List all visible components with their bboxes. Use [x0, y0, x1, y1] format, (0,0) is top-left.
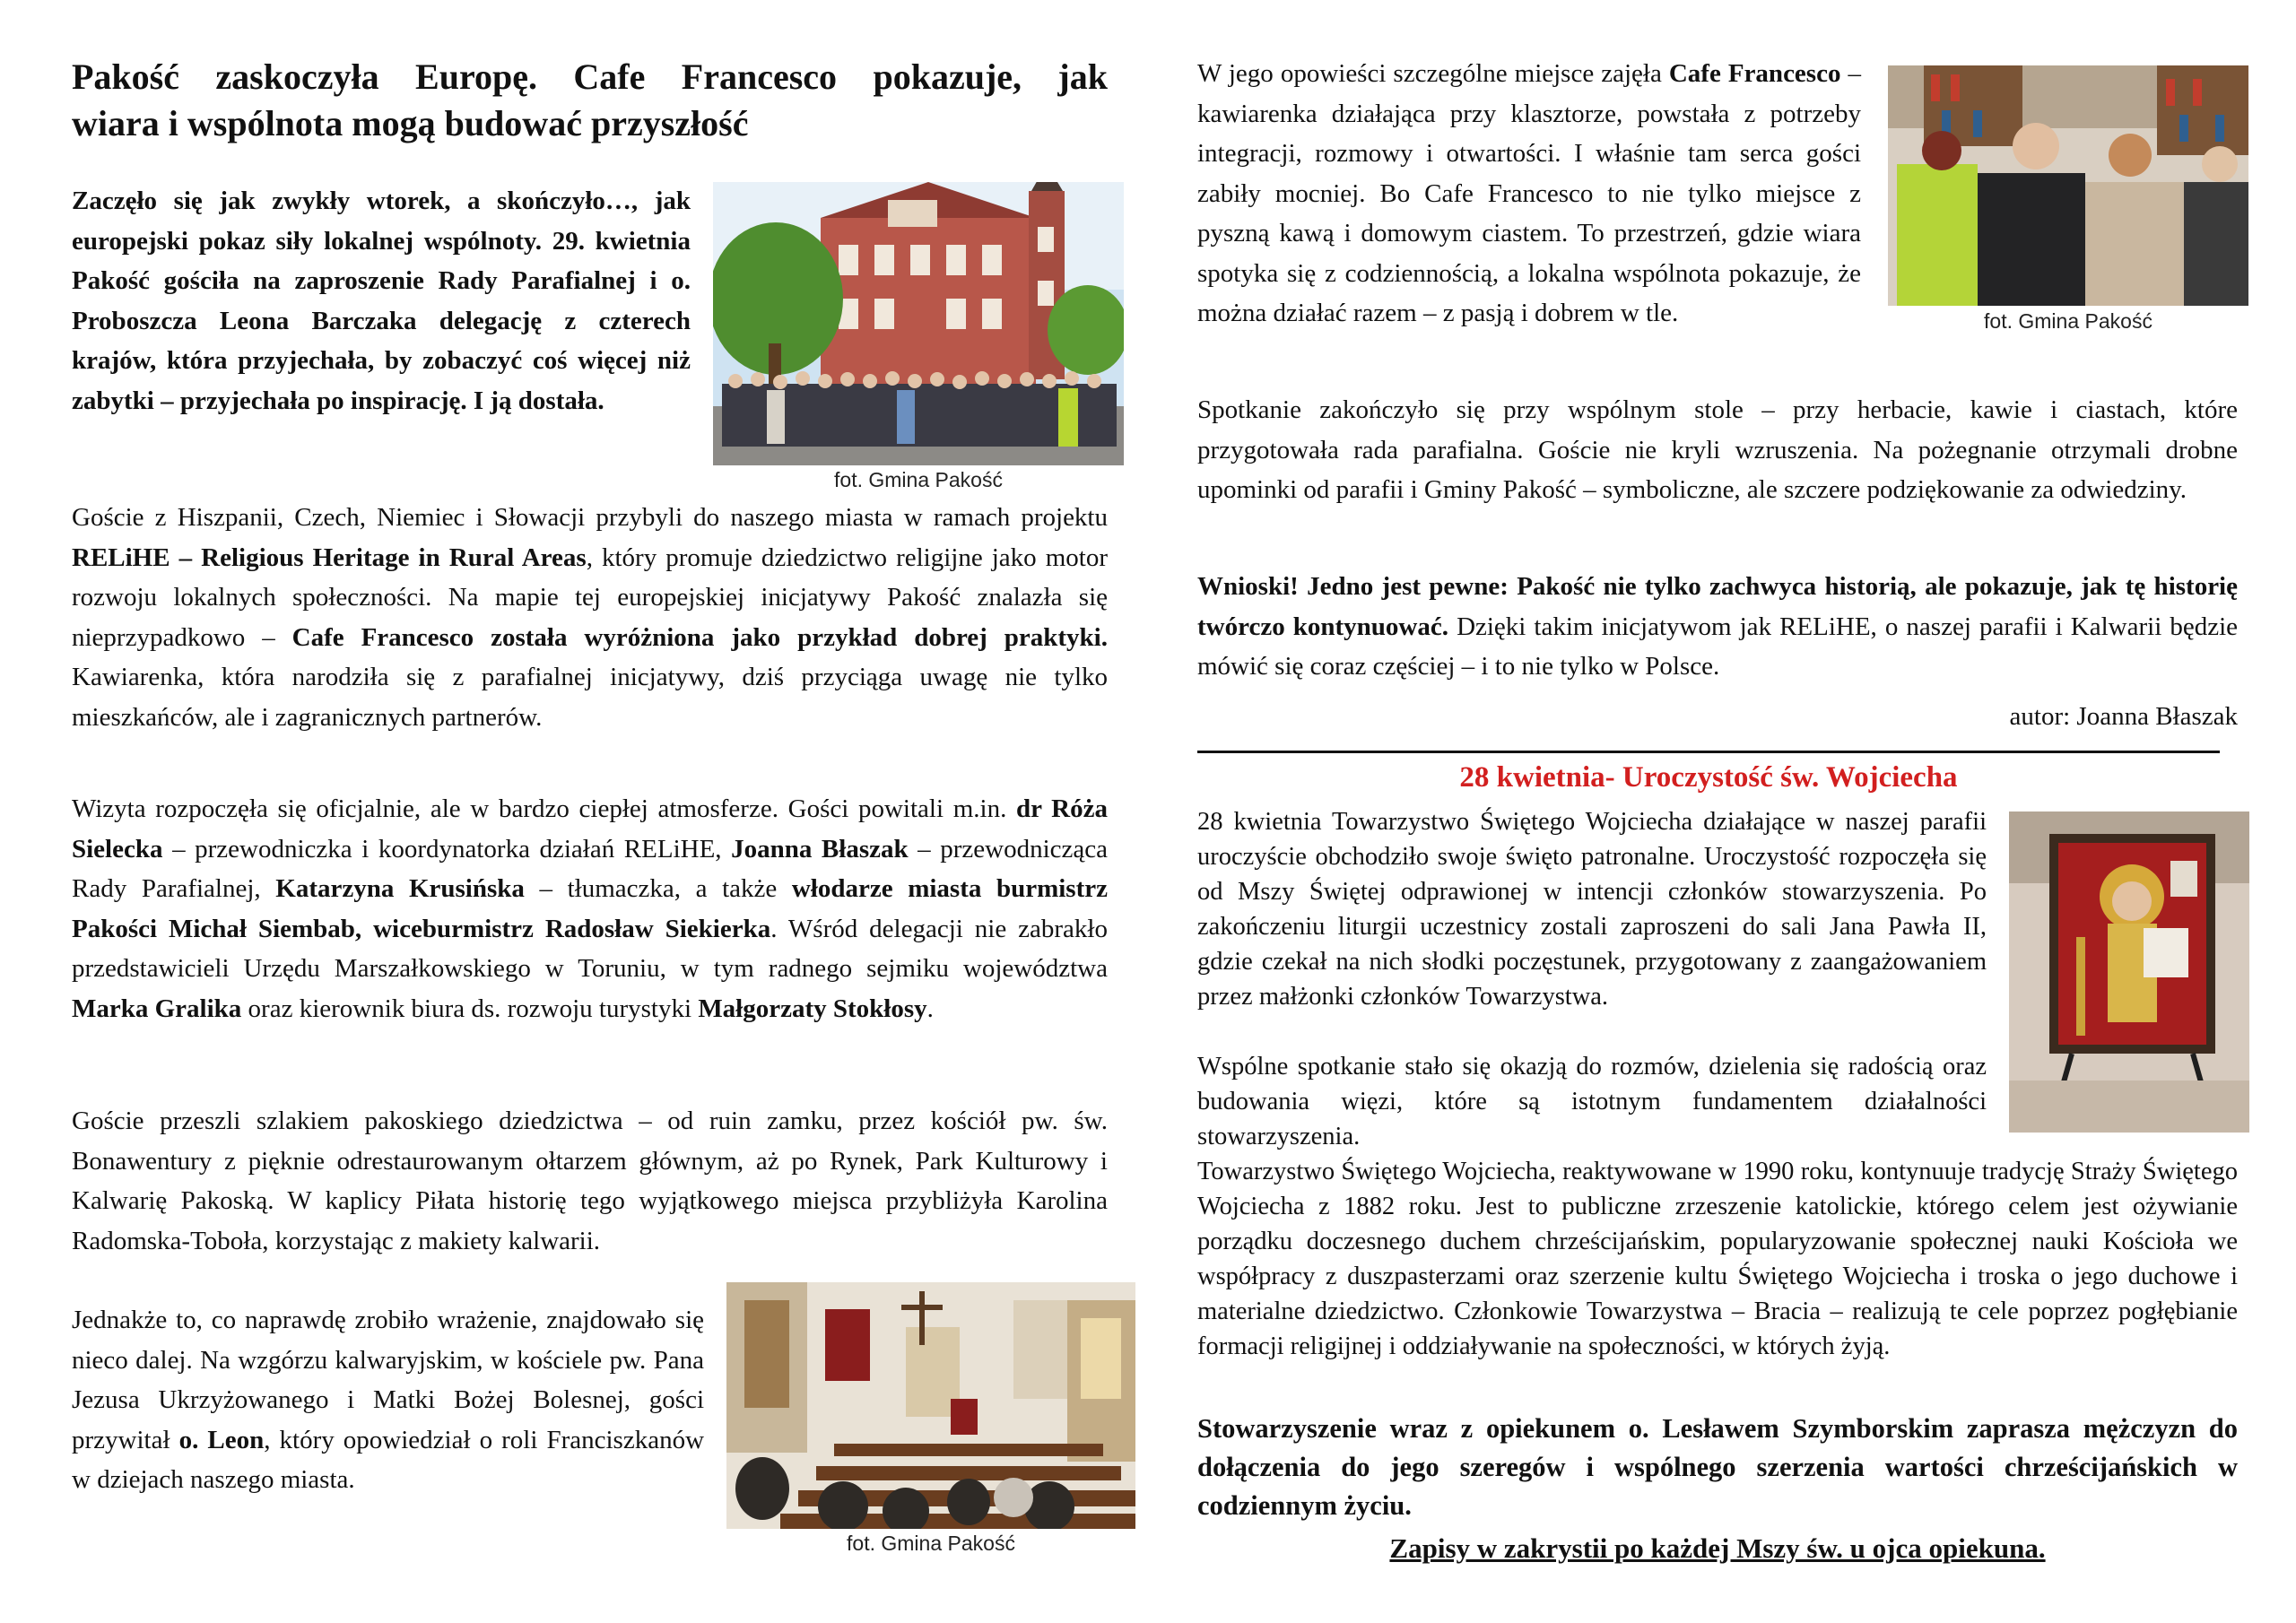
cafe-francesco-image — [1888, 65, 2248, 306]
article-title-line-1: Pakość zaskoczyła Europę. Cafe Francesco pokazuje, jak — [72, 56, 1108, 97]
church-interior-image — [726, 1282, 1135, 1529]
article-title — [72, 54, 1108, 147]
photo1-caption: fot. Gmina Pakość — [834, 468, 1003, 491]
paragraph-conclusions: Wnioski! Jedno jest pewne: Pakość nie tylko zachwyca historią, ale pokazuje, jak tę historię twórczo kontynuować. Dzięki takim inicjatywom jak RELiHE, o naszej parafii i Kalwarii będzie mówić się coraz częściej – i to nie tylko w Polsce. — [1197, 572, 2238, 681]
paragraph-community-meeting: Wspólne spotkanie stało się okazją do rozmów, dzielenia się radością oraz budowania więzi, które są istotnym fundamentem działalności stowarzyszenia. — [1197, 1053, 1987, 1150]
paragraph-calvary-church: Jednakże to, co naprawdę zrobiło wrażenie, znajdowało się nieco dalej. Na wzgórzu kalwaryjskim, w kościele pw. Pana Jezusa Ukrzyżowanego i Matki Bożej Bolesnej, gości przywitał o. Leon, który opowiedział o roli Franciszkanów w dziejach naszego miasta. — [72, 1306, 705, 1494]
st-adalbert-icon-image — [2009, 812, 2249, 1133]
invitation-paragraph: Stowarzyszenie wraz z opiekunem o. Lesławem Szymborskim zaprasza mężczyzn do dołączenia do jego szeregów i wspólnego szerzenia wartości chrześcijańskich w codziennym życiu. — [1197, 1413, 2238, 1521]
town-hall-group-image — [713, 182, 1124, 465]
photo-town-hall-group — [713, 182, 1124, 465]
photo3-caption: fot. Gmina Pakość — [1984, 309, 2152, 333]
photo-church-interior — [726, 1282, 1135, 1529]
paragraph-heritage-trail: Goście przeszli szlakiem pakoskiego dziedzictwa – od ruin zamku, przez kościół pw. św. Bonawentury z pięknie odrestaurowanym ołtarzem głównym, aż po Rynek, Park Kulturowy i Kalwarię Pakoską. W kaplicy Piłata historię tego wyjątkowego miejsca przybliżyła Karolina Radomska-Toboła, korzystając z makiety kalwarii. — [72, 1107, 1108, 1255]
paragraph-farewell: Spotkanie zakończyło się przy wspólnym stole – przy herbacie, kawie i ciastach, które przygotowała rada parafialna. Goście nie kryli wzruszenia. Na pożegnanie otrzymali drobne upominki od parafii i Gminy Pakość – symboliczne, ale szczere podziękowanie za odwiedziny. — [1197, 395, 2238, 504]
signup-notice: Zapisy w zakrystii po każdej Mszy św. u ojca opiekuna. — [1389, 1532, 2046, 1564]
photo-st-adalbert-icon — [2009, 812, 2249, 1133]
paragraph-visit: Wizyta rozpoczęła się oficjalnie, ale w bardzo ciepłej atmosferze. Gości powitali m.in. dr Róża Sielecka – przewodniczka i koordynatorka działań RELiHE, Joanna Błaszak – przewodnicząca Rady Parafialnej, Katarzyna Krusińska – tłumaczka, a także włodarze miasta burmistrz Pakości Michał Siembab, wiceburmistrz Radosław Siekierka. Wśród delegacji nie zabrakło przedstawicieli Urzędu Marszałkowskiego w Toruniu, w tym radnego sejmiku województwa Marka Gralika oraz kierownik biura ds. rozwoju turystyki Małgorzaty Stokłosy. — [72, 794, 1108, 1023]
paragraph-society-history: Towarzystwo Świętego Wojciecha, reaktywowane w 1990 roku, kontynuuje tradycję Straży Świętego Wojciecha z 1882 roku. Jest to publiczne zrzeszenie katolickie, którego celem jest ożywianie porządku doczesnego duchem chrześcijańskim, popularyzowanie społecznej nauki Kościoła we współpracy z duszpasterzami oraz szerzenie kultu Świętego Wojciecha i troska o jego duchowe i materialne dziedzictwo. Członkowie Towarzystwa – Bracia – realizują te cele poprzez pogłębianie formacji religijnej i oddziaływanie na społeczności, w których żyją. — [1197, 1158, 2238, 1360]
paragraph-st-adalbert-feast: 28 kwietnia Towarzystwo Świętego Wojciecha działające w naszej parafii uroczyście obchodziło swoje święto patronalne. Uroczystość rozpoczęła się od Mszy Świętej odprawionej w intencji członków stowarzyszenia. Po zakończeniu liturgii uczestnicy zostali zaproszeni do sali Jana Pawła II, gdzie czekał na nich słodki poczęstunek, przygotowany z zaangażowaniem przez małżonki członków Towarzystwa. — [1197, 808, 1987, 1011]
lead-paragraph: Zaczęło się jak zwykły wtorek, a skończyło…, jak europejski pokaz siły lokalnej wspólnoty. 29. kwietnia Pakość gościła na zaproszenie Rady Parafialnej i o. Proboszcza Leona Barczaka delegację z czterech krajów, która przyjechała, by zobaczyć coś więcej niż zabytki – przyjechała po inspirację. I ją dostała. — [72, 187, 691, 415]
section-title-st-adalbert: 28 kwietnia- Uroczystość św. Wojciecha — [1459, 761, 1958, 794]
section-divider — [1197, 751, 2220, 753]
photo2-caption: fot. Gmina Pakość — [847, 1532, 1015, 1555]
article-author: autor: Joanna Błaszak — [2009, 702, 2238, 731]
paragraph-cafe-francesco: W jego opowieści szczególne miejsce zajęła Cafe Francesco – kawiarenka działająca przy klasztorze, powstała z potrzeby integracji, rozmowy i otwartości. I właśnie tam serca gości zabiły mocniej. Bo Cafe Francesco to nie tylko miejsce z pyszną kawą i domowym ciastem. To przestrzeń, gdzie wiara spotyka się z codziennością, a lokalna wspólnota pokazuje, że można działać razem – z pasją i dobrem w tle. — [1197, 59, 1861, 327]
article-title-line-2: wiara i wspólnota mogą budować przyszłość — [72, 103, 749, 143]
paragraph-relihe: Goście z Hiszpanii, Czech, Niemiec i Słowacji przybyli do naszego miasta w ramach projektu RELiHE – Religious Heritage in Rural Areas, który promuje dziedzictwo religijne jako motor rozwoju lokalnych społeczności. Na mapie tej europejskiej inicjatywy Pakość znalazła się nieprzypadkowo – Cafe Francesco została wyróżniona jako przykład dobrej praktyki. Kawiarenka, która narodziła się z parafialnej inicjatywy, dziś przyciąga uwagę nie tylko mieszkańców, ale i zagranicznych partnerów. — [72, 503, 1108, 732]
photo-cafe-francesco — [1888, 65, 2248, 306]
